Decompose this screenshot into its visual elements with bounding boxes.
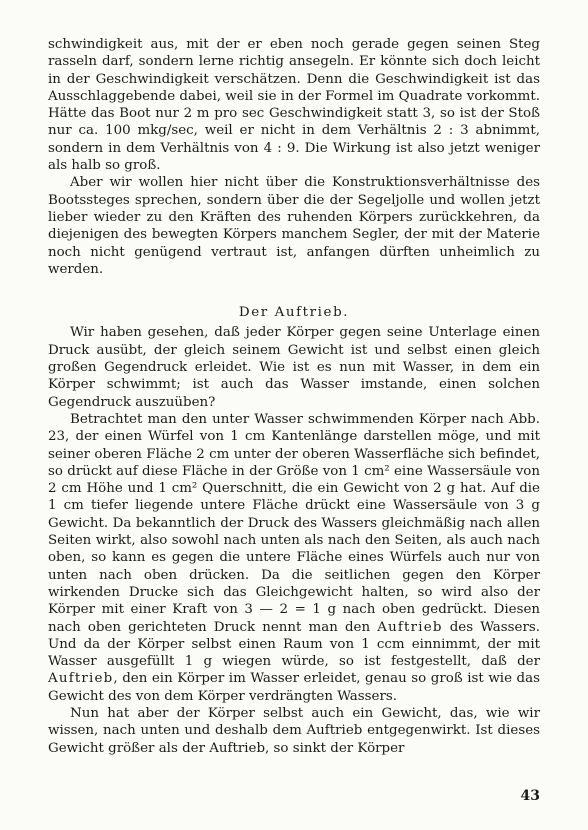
paragraph-wuerfel	[48, 411, 540, 705]
page-number: 43	[520, 788, 540, 804]
page-body	[48, 36, 540, 757]
paragraph-bootssteg: Aber wir wollen hier nicht über die Konstruktionsverhältnisse des Bootssteges sprechen, sondern über die der Segeljolle und wollen jetzt lieber wieder zu den Kräften des ruhenden Körpers zurückkehren, da diejenigen des bewegten Körpers manchem Segler, der mit der Materie noch nicht genügend vertraut ist, anfangen dürften unheimlich zu werden.	[48, 175, 540, 277]
paragraph-gewicht: Nun hat aber der Körper selbst auch ein Gewicht, das, wie wir wissen, nach unten und deshalb dem Auftrieb entgegenwirkt. Ist dieses Gewicht größer als der Auftrieb, so sinkt der Körper	[48, 705, 540, 756]
paragraph-gegendruck: Wir haben gesehen, daß jeder Körper gegen seine Unterlage einen Druck ausübt, der gleich seinem Gewicht ist und selbst einen gleich großen Gegendruck erleidet. Wie ist es nun mit Wasser, in dem ein Körper schwimmt; ist auch das Wasser imstande, einen solchen Gegendruck auszuüben?	[48, 325, 540, 410]
text-run: des Wassers. Und da der Körper selbst einen Raum von 1 ccm einnimmt, der mit Wasser ausgefüllt 1 g wiegen würde, so ist festgestellt, daß der	[48, 619, 540, 670]
text-run: , den ein Körper im Wasser erleidet, genau so groß ist wie das Gewicht des von dem Körper verdrängten Wassers.	[48, 671, 540, 704]
paragraph-continuation: schwindigkeit aus, mit der er eben noch gerade gegen seinen Steg rasseln darf, sondern lerne richtig ansegeln. Er könnte sich doch leicht in der Geschwindigkeit verschätzen. Denn die Geschwindigkeit ist das Ausschlaggebende dabei, weil sie in der Formel im Quadrate vorkommt. Hätte das Boot nur 2 m pro sec Geschwindigkeit statt 3, so ist der Stoß nur ca. 100 mkg/sec, weil er nicht in dem Verhältnis 2 : 3 abnimmt, sondern in dem Verhältnis von 4 : 9. Die Wirkung ist also jetzt weniger als halb so groß.	[48, 37, 540, 174]
section-heading: Der Auftrieb.	[238, 305, 350, 321]
term-auftrieb: Auftrieb	[377, 619, 443, 635]
text-run: Betrachtet man den unter Wasser schwimmenden Körper nach Abb. 23, der einen Würfel von 1 cm Kantenlänge darstellen möge, und mit seiner oberen Fläche 2 cm unter der oberen Wasserfläche sich befindet, so drückt auf diese Fläche in der Größe von 1 cm² eine Wassersäule von 2 cm Höhe und 1 cm² Querschnitt, die ein Gewicht von 2 g hat. Auf die 1 cm tiefer liegende untere Fläche drückt eine Wassersäule von 3 g Gewicht. Da bekanntlich der Druck des Wassers gleichmäßig nach allen Seiten wirkt, also sowohl nach unten als nach den Seiten, als auch nach oben, so kann es gegen die untere Fläche eines Würfels auch nur von unten nach oben drücken. Da die seitlichen gegen den Körper wirkenden Drucke sich das Gleichgewicht halten, so wird also der Körper mit einer Kraft von 3 — 2 = 1 g nach oben gedrückt. Diesen nach oben gerichteten Druck nennt man den	[48, 411, 540, 635]
term-auftrieb: Auftrieb	[48, 671, 114, 687]
